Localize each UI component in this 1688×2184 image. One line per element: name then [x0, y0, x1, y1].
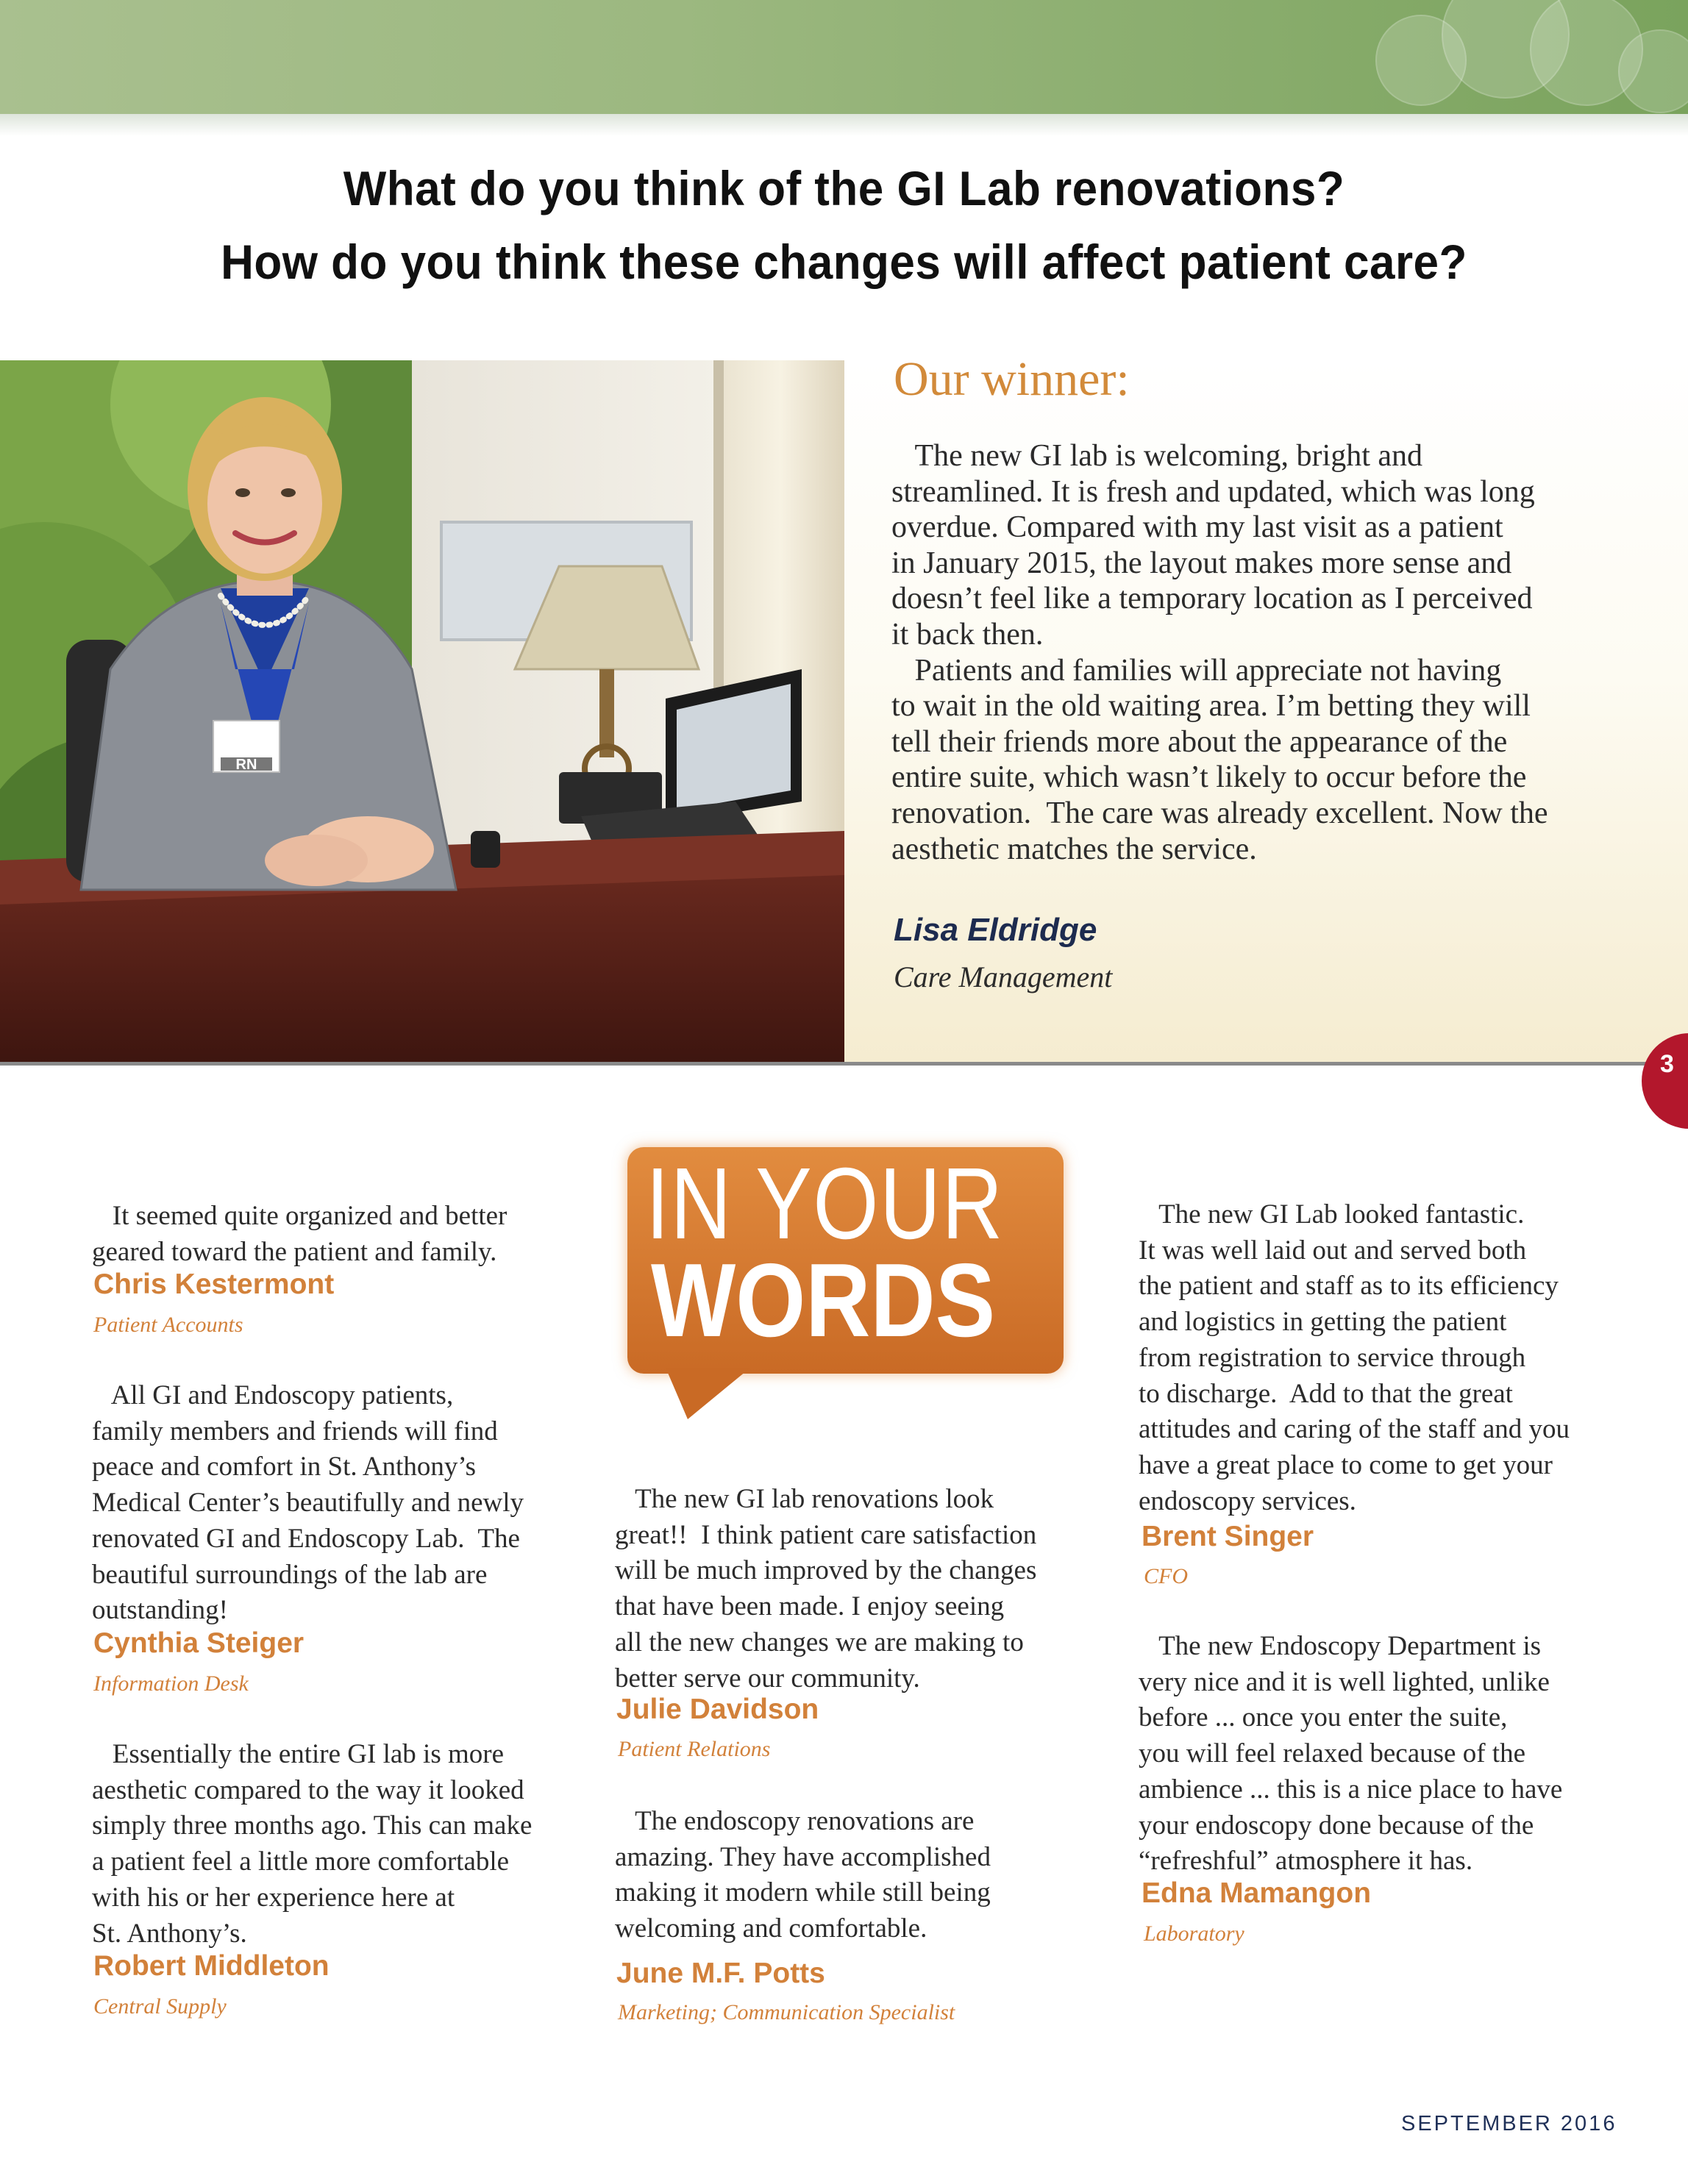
quote-author: Robert Middleton [93, 1950, 330, 1982]
speech-bubble-tail [666, 1368, 750, 1419]
quote-text: The endoscopy renovations are amazing. They have accomplished making it modern while still being welcoming and comfortable. [615, 1806, 991, 1944]
quote-department: Laboratory [1144, 1921, 1244, 1946]
bubble-heading-line1: IN YOUR [646, 1147, 1004, 1260]
quote-text: The new GI lab renovations look great!! I think patient care satisfaction will be much improved by the changes that have been made. I enjoy seeing all the new changes we are making to better serve our community. [615, 1484, 1037, 1694]
quote-author: Chris Kestermont [93, 1268, 335, 1300]
quote-department: CFO [1144, 1564, 1188, 1588]
quote-text: The new GI Lab looked fantastic. It was well laid out and served both the patient and staff as to its efficiency and logistics in getting the patient from registration to service through to discharge. Add to that the great attitudes and caring of the staff and you have a great place to come to get your endoscopy services. [1139, 1199, 1570, 1516]
page-heading-line1: What do you think of the GI Lab renovations? [343, 161, 1345, 215]
page-number: 3 [1660, 1050, 1674, 1078]
winner-title: Our winner: [894, 352, 1130, 406]
quote-text: The new Endoscopy Department is very nice and it is well lighted, unlike before ... once you enter the suite, you will feel relaxed because of the ambience ... this is a nice place to have your endoscopy done because of the “refreshful” atmosphere it has. [1139, 1631, 1563, 1877]
quote-department: Patient Accounts [93, 1313, 243, 1337]
issue-date: SEPTEMBER 2016 [1401, 2112, 1617, 2135]
name-badge-text: RN [235, 757, 257, 773]
quote-text: It seemed quite organized and better geared toward the patient and family. [92, 1201, 508, 1267]
quote-text: Essentially the entire GI lab is more aesthetic compared to the way it looked simply three months ago. This can make a patient feel a little more comfortable with his or her experience here at St. Anthony’s. [92, 1739, 533, 1949]
quote-department: Patient Relations [618, 1737, 771, 1761]
quote-author: Julie Davidson [616, 1694, 819, 1725]
quote-department: Central Supply [93, 1994, 227, 2019]
quote-text: All GI and Endoscopy patients, family members and friends will find peace and comfort in St. Anthony’s Medical Center’s beautifully and newly renovated GI and Endoscopy Lab. The beautiful surroundings of the lab are outstanding! [92, 1380, 524, 1626]
header-shadow [0, 114, 1688, 136]
winner-quote: The new GI lab is welcoming, bright and streamlined. It is fresh and updated, which was long overdue. Compared with my last visit as a patient in January 2015, the layout makes more sense and doesn’t feel like a temporary location as I perceived it back then. Patients and families will appreciate not having to wait in the old waiting area. I’m betting they will tell their friends more about the appearance of the entire suite, which wasn’t likely to occur before the renovation. The care was already excellent. Now the aesthetic matches the service. [891, 439, 1548, 866]
quote-department: Marketing; Communication Specialist [618, 2000, 955, 2024]
winner-department: Care Management [894, 960, 1113, 993]
bubble-heading-line2: WORDS [651, 1242, 996, 1359]
winner-name: Lisa Eldridge [894, 912, 1097, 948]
quote-author: Edna Mamangon [1142, 1877, 1372, 1909]
quote-author: Brent Singer [1142, 1521, 1314, 1552]
quote-author: June M.F. Potts [616, 1958, 825, 1989]
section-divider [0, 1062, 1688, 1066]
page-heading-line2: How do you think these changes will affect patient care? [221, 235, 1467, 289]
quote-author: Cynthia Steiger [93, 1627, 305, 1659]
header-band [0, 0, 1688, 114]
quote-department: Information Desk [93, 1671, 249, 1696]
winner-photo [0, 360, 844, 1065]
